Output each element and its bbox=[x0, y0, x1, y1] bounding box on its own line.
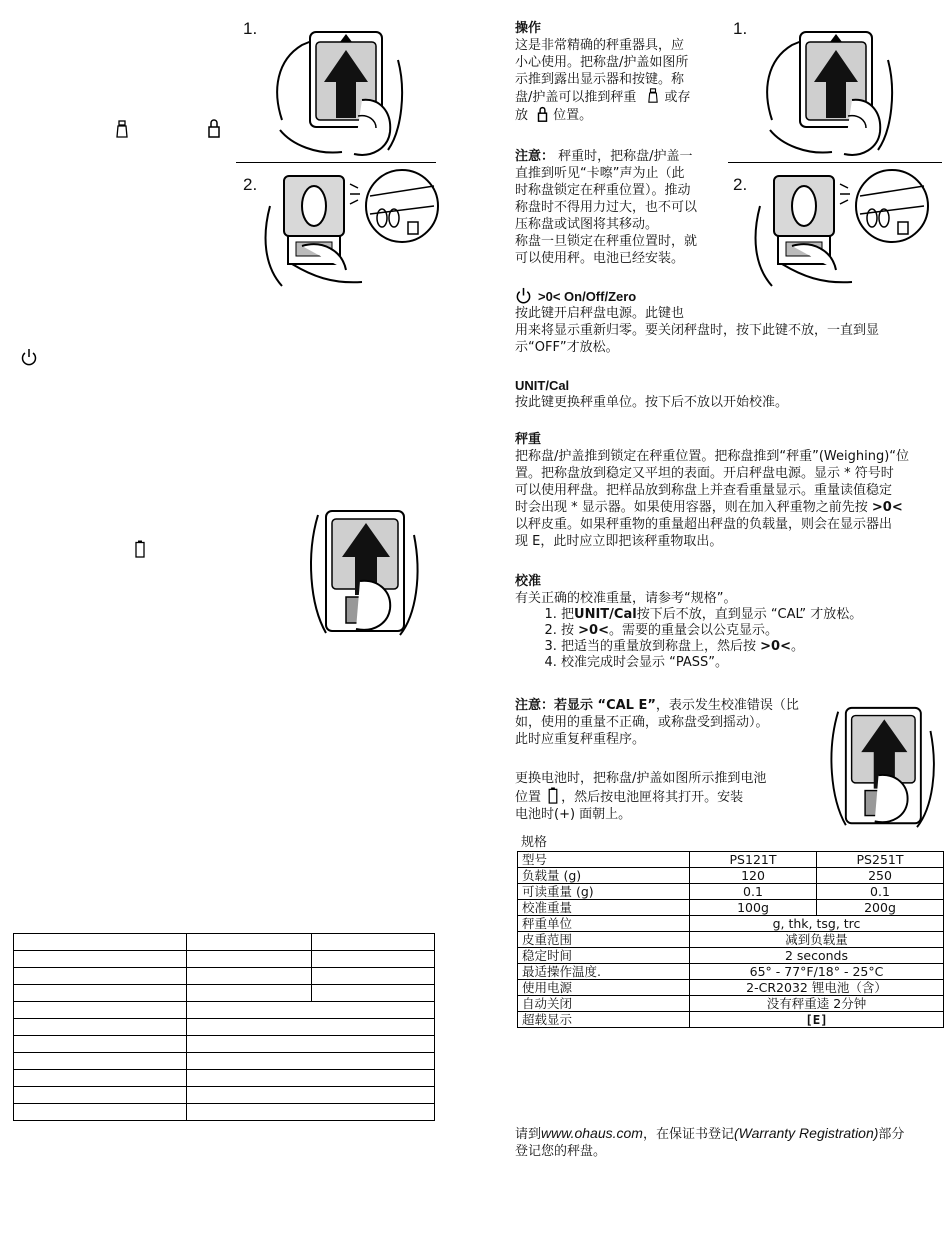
note-1-line-4: 称盘时不得用力过大，也不可以 bbox=[515, 200, 698, 215]
left-spec-table-blank bbox=[13, 933, 435, 1121]
spec-label: 负载量 (g) bbox=[518, 868, 690, 884]
power-icon bbox=[515, 287, 532, 304]
right-step-1-label: 1. bbox=[733, 19, 748, 38]
onoff-title bbox=[515, 287, 943, 305]
left-illustration-locked-position bbox=[262, 166, 442, 296]
weighing-line-6: 现 E，此时应立即把该秤重物取出。 bbox=[515, 534, 723, 549]
registration-line-1 bbox=[515, 1125, 945, 1143]
weight-icon bbox=[116, 120, 128, 138]
spec-value: 65° - 77°F/18° - 25°C bbox=[690, 964, 944, 980]
calibration-step bbox=[561, 639, 945, 655]
note-1-line-6: 称盘一旦锁定在秤重位置时，就 bbox=[515, 234, 698, 249]
note-1-label: 注意： bbox=[515, 149, 555, 164]
operation-line-5 bbox=[515, 106, 720, 124]
note-1-line-7: 可以使用秤。电池已经安装。 bbox=[515, 251, 685, 266]
calibration-steps bbox=[515, 607, 945, 671]
right-illustration-locked-position bbox=[752, 166, 932, 296]
left-illustration-battery-position bbox=[296, 505, 426, 640]
registration-text: 请到 bbox=[515, 1127, 542, 1142]
table-row bbox=[518, 884, 944, 900]
registration-line-2: 登记您的秤盘。 bbox=[515, 1144, 607, 1159]
spec-value: 2-CR2032 锂电池（含） bbox=[690, 980, 944, 996]
calibration-section bbox=[515, 573, 945, 671]
spec-label: 皮重范围 bbox=[518, 932, 690, 948]
unitcal-section bbox=[515, 377, 943, 411]
specs-table bbox=[517, 851, 944, 1028]
note-1-line-1 bbox=[515, 148, 725, 165]
table-row bbox=[518, 916, 944, 932]
operation-line-4-end: 或存 bbox=[664, 90, 691, 105]
power-icon bbox=[20, 348, 38, 366]
spec-value: 减到负载量 bbox=[690, 932, 944, 948]
note-2-line-2: 如，使用的重量不正确，或称盘受到摇动）。 bbox=[515, 715, 769, 730]
operation-line-1: 这是非常精确的秤重器具，应 bbox=[515, 38, 685, 53]
spec-value: PS121T bbox=[690, 852, 817, 868]
left-illustration-push-cover bbox=[262, 20, 412, 160]
note-2-line-1 bbox=[515, 697, 815, 714]
unitcal-key-label: UNIT/Cal bbox=[574, 607, 637, 622]
calibration-title: 校准 bbox=[515, 574, 542, 589]
warranty-registration-text: (Warranty Registration) bbox=[733, 1125, 879, 1141]
battery-section bbox=[515, 770, 815, 823]
table-row bbox=[518, 996, 944, 1012]
operation-line-3: 示推到露出显示器和按键。称 bbox=[515, 72, 685, 87]
weight-icon bbox=[647, 88, 659, 103]
step-text: 按 bbox=[561, 623, 575, 638]
right-divider bbox=[728, 162, 942, 163]
step-text: 校准完成时会显示 “PASS”。 bbox=[561, 655, 729, 670]
spec-value: 100g bbox=[690, 900, 817, 916]
note-2-section bbox=[515, 697, 815, 748]
table-row bbox=[518, 868, 944, 884]
weighing-line-5: 以秤皮重。如果秤重物的重量超出秤盘的负载量，则会在显示器出 bbox=[515, 517, 893, 532]
specs-title: 规格 bbox=[521, 835, 548, 850]
operation-section bbox=[515, 20, 720, 124]
battery-line-2 bbox=[515, 787, 815, 806]
operation-line-5-text: 放 bbox=[515, 108, 529, 123]
table-row bbox=[518, 852, 944, 868]
operation-line-5-end: 位置。 bbox=[553, 108, 593, 123]
spec-value: 250 bbox=[817, 868, 944, 884]
weighing-line-2: 置。把称盘放到稳定又平坦的表面。开启秤盘电源。显示 * 符号时 bbox=[515, 466, 894, 481]
onoff-line-3: 示“OFF”才放松。 bbox=[515, 340, 619, 355]
table-row bbox=[518, 932, 944, 948]
right-illustration-push-cover bbox=[752, 20, 902, 160]
zero-key-label: >0< bbox=[760, 639, 791, 654]
spec-value: 120 bbox=[690, 868, 817, 884]
spec-value: 0.1 bbox=[817, 884, 944, 900]
calibration-intro: 有关正确的校准重量，请参考“规格”。 bbox=[515, 591, 737, 606]
note-1-line-2: 直推到听见“卡嚓”声为止（此 bbox=[515, 166, 685, 181]
zero-key-label: >0< bbox=[871, 500, 903, 515]
battery-icon bbox=[135, 540, 145, 558]
left-step-1-label: 1. bbox=[243, 19, 258, 38]
note-2-rest: ，表示发生校准错误（比 bbox=[655, 698, 799, 713]
table-row bbox=[518, 948, 944, 964]
battery-line-1: 更换电池时，把称盘/护盖如图所示推到电池 bbox=[515, 771, 767, 786]
overload-display-value: [E] bbox=[690, 1012, 944, 1028]
registration-text: 部分 bbox=[878, 1127, 905, 1142]
spec-label: 稳定时间 bbox=[518, 948, 690, 964]
battery-line-3: 电池时(+) 面朝上。 bbox=[515, 807, 632, 822]
step-text: 。需要的重量会以公克显示。 bbox=[609, 623, 779, 638]
step-text: 把 bbox=[561, 607, 575, 622]
spec-label: 型号 bbox=[518, 852, 690, 868]
lock-icon bbox=[537, 106, 548, 122]
left-divider bbox=[236, 162, 436, 163]
zero-key-label: >0< bbox=[578, 623, 609, 638]
note-1-line-3: 时称盘锁定在秤重位置）。推动 bbox=[515, 183, 691, 198]
spec-label: 超载显示 bbox=[518, 1012, 690, 1028]
left-step-2-label: 2. bbox=[243, 175, 258, 194]
operation-line-4-text: 盘/护盖可以推到秤重 bbox=[515, 90, 637, 105]
weighing-line-4-text: 时会出现 * 显示器。如果使用容器，则在加入秤重物之前先按 bbox=[515, 500, 868, 515]
step-text: 按下后不放，直到显示 “CAL” 才放松。 bbox=[636, 607, 863, 622]
table-row bbox=[518, 1012, 944, 1028]
registration-note bbox=[515, 1125, 945, 1160]
right-illustration-battery-position bbox=[817, 697, 942, 837]
lock-icon bbox=[208, 118, 220, 138]
onoff-title-text: >0< On/Off/Zero bbox=[538, 289, 637, 304]
spec-value: 2 seconds bbox=[690, 948, 944, 964]
note-1-section bbox=[515, 148, 725, 267]
right-step-2-label: 2. bbox=[733, 175, 748, 194]
spec-label: 自动关闭 bbox=[518, 996, 690, 1012]
operation-title: 操作 bbox=[515, 21, 542, 36]
note-1-first: 秤重时，把称盘/护盖一 bbox=[558, 149, 693, 164]
step-text: 。 bbox=[791, 639, 805, 654]
unitcal-text: 按此键更换秤重单位。按下后不放以开始校准。 bbox=[515, 395, 789, 410]
weighing-section bbox=[515, 431, 945, 550]
operation-line-4 bbox=[515, 88, 720, 106]
table-row bbox=[518, 964, 944, 980]
step-text: 把适当的重量放到称盘上，然后按 bbox=[561, 639, 757, 654]
spec-value: PS251T bbox=[817, 852, 944, 868]
spec-value: 没有秤重逵 2分钟 bbox=[690, 996, 944, 1012]
table-row bbox=[518, 900, 944, 916]
operation-line-2: 小心使用。把称盘/护盖如图所 bbox=[515, 55, 689, 70]
calibration-step bbox=[561, 623, 945, 639]
spec-value: 0.1 bbox=[690, 884, 817, 900]
note-2-label: 注意：若显示 “CAL E” bbox=[515, 698, 656, 713]
table-row bbox=[518, 980, 944, 996]
calibration-step bbox=[561, 607, 945, 623]
spec-label: 可读重量 (g) bbox=[518, 884, 690, 900]
spec-value: 200g bbox=[817, 900, 944, 916]
registration-text: ，在保证书登记 bbox=[642, 1127, 734, 1142]
spec-label: 校准重量 bbox=[518, 900, 690, 916]
onoff-section bbox=[515, 287, 943, 356]
spec-label: 使用电源 bbox=[518, 980, 690, 996]
spec-label: 秤重单位 bbox=[518, 916, 690, 932]
unitcal-title: UNIT/Cal bbox=[515, 378, 570, 393]
weighing-line-3: 可以使用秤盘。把样品放到称盘上并查看重量显示。重量读值稳定 bbox=[515, 483, 893, 498]
battery-line-2-text: 位置 bbox=[515, 790, 542, 805]
weighing-title: 秤重 bbox=[515, 432, 542, 447]
onoff-line-1: 按此键开启秤盘电源。此键也 bbox=[515, 306, 685, 321]
onoff-line-2: 用来将显示重新归零。要关闭秤盘时，按下此键不放，一直到显 bbox=[515, 323, 880, 338]
calibration-step bbox=[561, 655, 945, 671]
spec-value: g, thk, tsg, trc bbox=[690, 916, 944, 932]
battery-icon bbox=[548, 787, 558, 804]
spec-label: 最适操作温度. bbox=[518, 964, 690, 980]
note-2-line-3: 此时应重复秤重程序。 bbox=[515, 732, 646, 747]
ohaus-website-link[interactable]: www.ohaus.com bbox=[541, 1125, 643, 1141]
note-1-line-5: 压称盘或试图将其移动。 bbox=[515, 217, 659, 232]
weighing-line-4 bbox=[515, 499, 945, 516]
weighing-line-1: 把称盘/护盖推到锁定在秤重位置。把称盘推到“秤重”(Weighing)“位 bbox=[515, 449, 910, 464]
battery-line-2-end: ，然后按电池匣将其打开。安装 bbox=[561, 790, 744, 805]
